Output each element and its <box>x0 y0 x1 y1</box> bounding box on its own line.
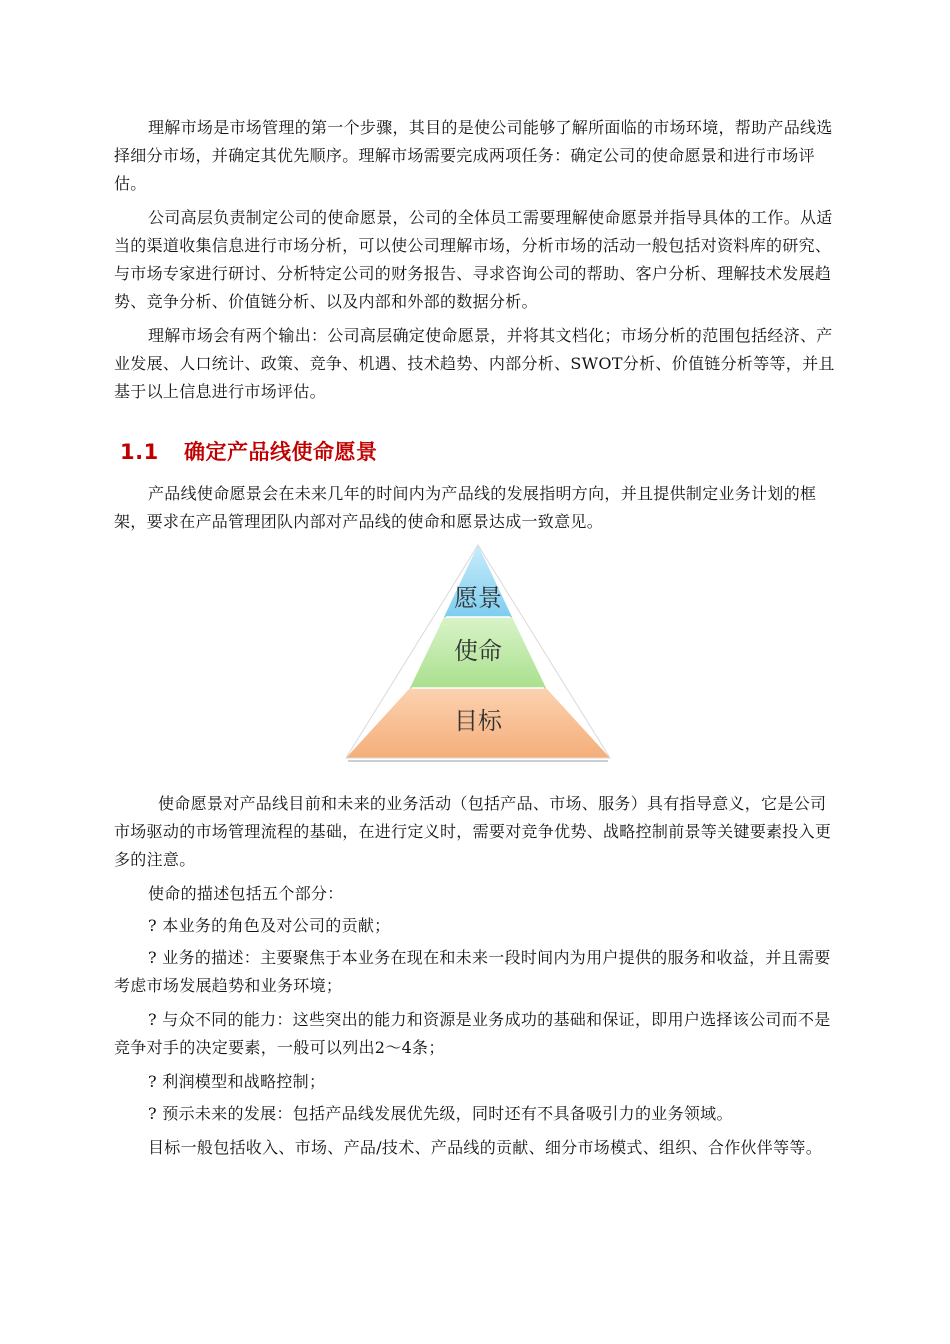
section-number: 1.1 <box>120 440 159 464</box>
bullet-item-5: ? 预示未来的发展：包括产品线发展优先级，同时还有不具备吸引力的业务领域。 <box>148 1104 733 1123</box>
paragraph-two-outputs: 理解市场会有两个输出：公司高层确定使命愿景，并将其文档化；市场分析的范围包括经济、产业发展、人口统计、政策、竞争、机遇、技术趋势、内部分析、SWOT分析、价值链分析等等，并且基于以上信息进行市场评估。 <box>114 326 835 401</box>
bullet-item-3: ? 与众不同的能力：这些突出的能力和资源是业务成功的基础和保证，即用户选择该公司而不是竞争对手的决定要素，一般可以列出2～4条； <box>114 1010 831 1057</box>
section-title: 确定产品线使命愿景 <box>184 440 378 464</box>
paragraph-mission-guidance: 使命愿景对产品线目前和未来的业务活动（包括产品、市场、服务）具有指导意义，它是公司市场驱动的市场管理流程的基础，在进行定义时，需要对竞争优势、战略控制前景等关键要素投入更多的注意。 <box>114 794 832 869</box>
paragraph-mission-parts: 使命的描述包括五个部分： <box>148 884 344 903</box>
section-heading <box>120 436 378 466</box>
paragraph-understand-market: 理解市场是市场管理的第一个步骤，其目的是使公司能够了解所面临的市场环境，帮助产品线选择细分市场，并确定其优先顺序。理解市场需要完成两项任务：确定公司的使命愿景和进行市场评估。 <box>114 118 833 193</box>
pyramid-label-mission: 使命 <box>454 637 502 665</box>
bullet-item-4: ? 利润模型和战略控制； <box>148 1072 326 1091</box>
paragraph-goals: 目标一般包括收入、市场、产品/技术、产品线的贡献、细分市场模式、组织、合作伙伴等等。 <box>148 1138 822 1157</box>
pyramid-label-goal: 目标 <box>454 707 502 735</box>
paragraph-mission-vision: 公司高层负责制定公司的使命愿景，公司的全体员工需要理解使命愿景并指导具体的工作。从适当的渠道收集信息进行市场分析，可以使公司理解市场，分析市场的活动一般包括对资料库的研究、与市场专家进行研讨、分析特定公司的财务报告、寻求咨询公司的帮助、客户分析、理解技术发展趋势、竞争分析、价值链分析、以及内部和外部的数据分析。 <box>114 208 833 311</box>
paragraph-section-intro: 产品线使命愿景会在未来几年的时间内为产品线的发展指明方向，并且提供制定业务计划的框架，要求在产品管理团队内部对产品线的使命和愿景达成一致意见。 <box>114 484 817 531</box>
bullet-item-1: ? 本业务的角色及对公司的贡献； <box>148 916 391 935</box>
pyramid-diagram <box>340 540 616 770</box>
bullet-item-2: ? 业务的描述：主要聚焦于本业务在现在和未来一段时间内为用户提供的服务和收益，并且需要考虑市场发展趋势和业务环境； <box>114 948 831 995</box>
pyramid-label-vision: 愿景 <box>454 584 502 612</box>
